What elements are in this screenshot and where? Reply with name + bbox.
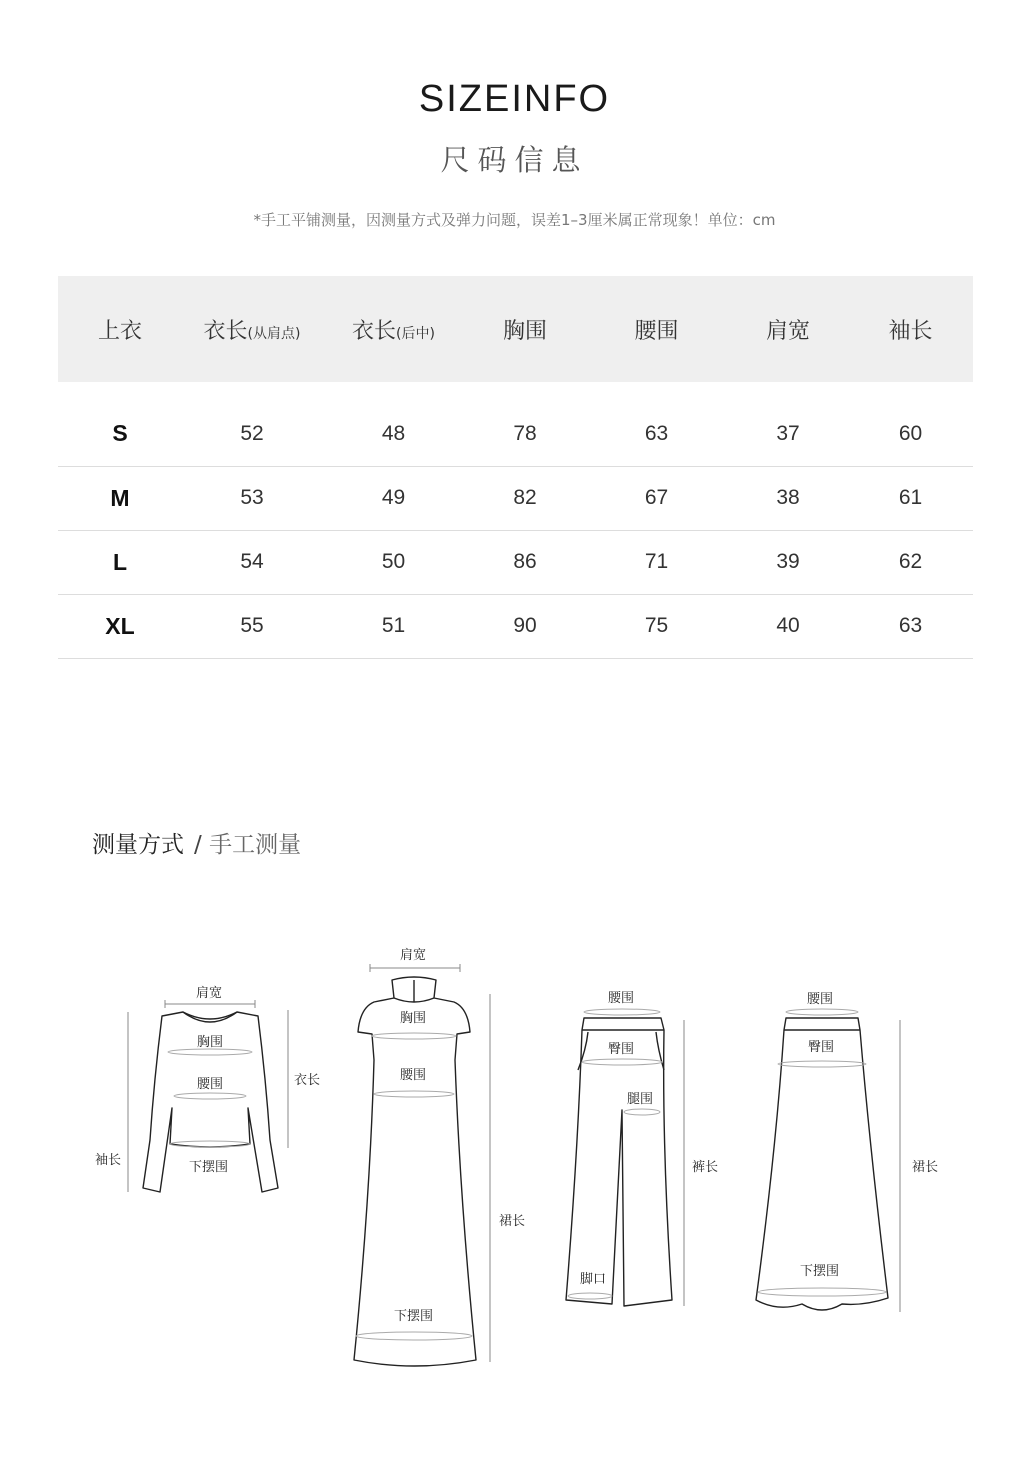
- table-cell: 86: [513, 550, 537, 573]
- skirt-hip-label: 臀围: [808, 1040, 835, 1055]
- dress-length-label: 裙长: [499, 1214, 526, 1229]
- dress-hem-label: 下摆围: [394, 1309, 434, 1324]
- dress-bust-label: 胸围: [400, 1011, 427, 1026]
- top-hem-label: 下摆围: [189, 1160, 229, 1175]
- table-cell: 67: [644, 486, 669, 509]
- table-cell: 82: [513, 486, 537, 509]
- table-cell: 49: [381, 486, 406, 509]
- header-cell-length-back: 衣长(后中): [352, 318, 435, 344]
- table-cell: 61: [898, 486, 923, 509]
- header-cell-length-shoulder: 衣长(从肩点): [203, 318, 301, 344]
- page-title-cn: 尺码信息: [440, 143, 589, 177]
- table-cell: 63: [898, 614, 923, 637]
- measurement-diagrams: [0, 930, 1029, 1390]
- table-cell: 48: [381, 421, 406, 445]
- table-header-row: [58, 276, 973, 382]
- pants-length-label: 裤长: [692, 1160, 719, 1175]
- top-length-label: 衣长: [294, 1073, 321, 1088]
- dress-shoulder-label: 肩宽: [400, 948, 427, 963]
- size-table: [58, 276, 973, 659]
- table-cell: 51: [381, 614, 406, 637]
- table-cell: 50: [381, 550, 406, 573]
- skirt-length-label: 裙长: [912, 1160, 939, 1175]
- table-cell: 78: [513, 421, 537, 445]
- skirt-waist-label: 腰围: [807, 992, 834, 1007]
- size-cell: M: [110, 484, 130, 511]
- table-cell: 90: [513, 614, 537, 637]
- top-shoulder-label: 肩宽: [196, 986, 223, 1001]
- table-cell: 40: [776, 614, 800, 637]
- table-cell: 54: [240, 550, 264, 573]
- header-cell-shoulder: 肩宽: [765, 318, 810, 344]
- header-cell-sleeve: 袖长: [888, 318, 933, 344]
- page-title-en: SIZEINFO: [418, 78, 611, 120]
- size-cell: S: [112, 420, 128, 447]
- table-cell: 55: [240, 614, 264, 637]
- measure-method-title: 测量方式: [92, 832, 184, 858]
- table-cell: 62: [898, 550, 923, 573]
- top-sleeve-label: 袖长: [95, 1153, 122, 1168]
- skirt-hem-label: 下摆围: [800, 1264, 840, 1279]
- table-cell: 39: [776, 550, 800, 573]
- header-cell-bust: 胸围: [502, 318, 547, 344]
- table-cell: 71: [644, 550, 669, 573]
- header-cell-garment: 上衣: [97, 318, 142, 344]
- pants-waist-label: 腰围: [608, 991, 635, 1006]
- table-cell: 63: [644, 421, 669, 445]
- measurement-note: *手工平铺测量，因测量方式及弹力问题，误差1–3厘米属正常现象！单位：cm: [253, 211, 776, 229]
- header-cell-waist: 腰围: [634, 318, 679, 344]
- size-cell: XL: [105, 612, 135, 639]
- table-cell: 38: [776, 486, 800, 509]
- table-row: [58, 466, 973, 530]
- measure-method-separator: /: [194, 832, 202, 858]
- table-row: [58, 530, 973, 594]
- table-cell: 75: [644, 614, 669, 637]
- measure-method-subtitle: 手工测量: [209, 832, 302, 858]
- dress-waist-label: 腰围: [400, 1068, 427, 1083]
- table-cell: 52: [240, 421, 264, 445]
- pants-leg-opening-label: 脚口: [580, 1272, 607, 1287]
- top-bust-label: 胸围: [197, 1035, 224, 1050]
- table-cell: 37: [776, 421, 800, 445]
- table-cell: 60: [898, 421, 923, 445]
- table-row: [58, 402, 973, 466]
- table-cell: 53: [240, 486, 264, 509]
- top-waist-label: 腰围: [197, 1077, 224, 1092]
- size-cell: L: [112, 548, 128, 575]
- table-row: [58, 594, 973, 658]
- pants-hip-label: 臀围: [608, 1042, 635, 1057]
- pants-thigh-label: 腿围: [627, 1092, 654, 1107]
- measure-method-heading: [92, 826, 301, 859]
